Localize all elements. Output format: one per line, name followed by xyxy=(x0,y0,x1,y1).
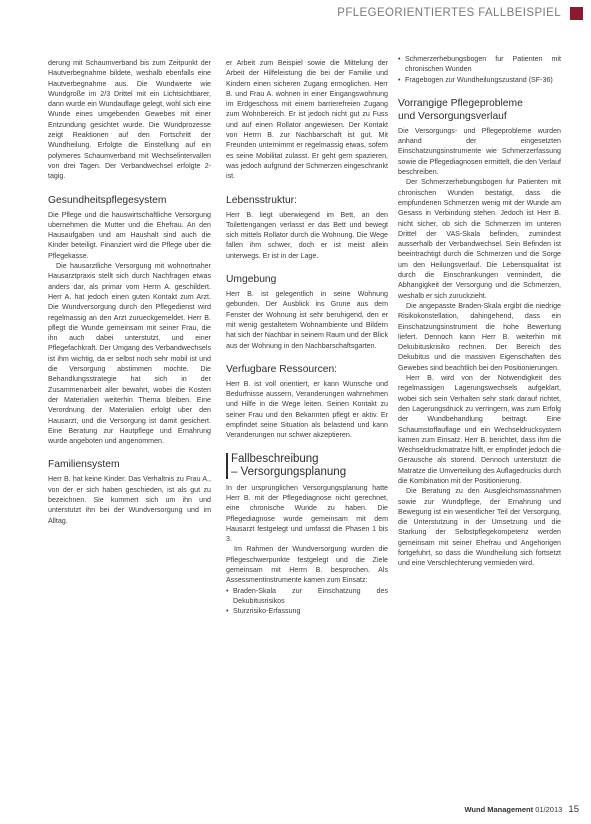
section-heading: Verfugbare Ressourcen: xyxy=(226,363,338,375)
paragraph: Herr B. liegt uberwiegend im Bett, an den Toilettengangen verlasst er das Bett und bewegt sich mittels Rollator durch die Wohnung. Die Wege fallen ihm schwer, doch er ist meist allein unterwegs. Er ist in der Lage. xyxy=(226,210,388,260)
paragraph: Der Schmerzerhebungsbogen fur Patienten mit chronischen Wunden bestatigt, dass die empfundenen Schmerzen wenig mit der Wunde am Gesass in Verbindung stehen. Jedoch ist Herr B. nicht sicher, ob sich die Schmerzen im unteren Drittel der VAS-Skala befinden, zumindest ausserhalb der Verbandwechsel. Sein Befinden ist beeintrachtigt durch die Schmerzen und die Sorge um den Heilungsverlauf. Die Lebensqualitat ist durch die Einschrankungen vermindert, die Abhangigkeit der Versorgung und die Schmerzen, weshalb er sich zuruckzieht. xyxy=(398,178,561,300)
section-color-mark xyxy=(570,7,583,20)
column-2 xyxy=(226,58,388,800)
column-3 xyxy=(398,54,561,796)
major-heading-line-1: Fallbeschreibung xyxy=(231,452,319,465)
section-heading-line-2: und Versorgungsverlauf xyxy=(398,110,507,122)
section-ressourcen xyxy=(226,363,388,441)
section-umgebung xyxy=(226,273,388,351)
section-familiensystem xyxy=(48,458,211,525)
list-item: • Sturzrisiko-Erfassung xyxy=(226,606,388,616)
paragraph: In der ursprunglichen Versorgungsplanung hatte Herr B. mit der Pflegediagnose nicht gerechnet, eine chronische Wunde zu haben. Die Pflegediagnose wurde gemeinsam mit dem Hausarzt festgelegt und umfasst die Phasen 1 bis 3. xyxy=(226,483,388,544)
paragraph: Die Beratung zu den Ausgleichsmassnahmen sowie zur Wundpflege, der Ernahrung und Bewegung ist ein wesentlicher Teil der Versorgung, die Unterstutzung in der Umsetzung und die Starkung der Selbstpflegekompetenz werden gemeinsam mit seiner Ehefrau und Angehorigen fortgefuhrt, so dass die Wundheilung sich fortsetzt und eine Verschlechterung vermieden wird. xyxy=(398,487,561,568)
major-heading xyxy=(226,453,388,479)
section-heading: Gesundheitspflegesystem xyxy=(48,194,167,206)
bullet-list xyxy=(398,54,561,85)
list-item: • Fragebogen zur Wundheilungszustand (SF-36) xyxy=(398,75,561,85)
paragraph: Die hausarztliche Versorgung mit wohnortnaher Hausarztpraxis stellt sich durch Nachfragen etwas anders dar, als primar vom Herrn A. geschildert. Herr A. hat jedoch einen guten Kontakt zum Arzt. Die Wundversorgung durch den Pflegedienst wird regelmassig an den Arzt zurueckgemeldet. Herr B. pflegt die Wunde gemeinsam mit seiner Frau, die ihn auch dabei unterstutzt, und einer Pflegefachkraft. Der Umgang des Verbandwechsels ist ihm wichtig, da er selbst noch sehr mobil ist und die Versorgung abstimmen mochte. Die Behandlungsstrategie hat sich in der Zusammenarbeit aller bewahrt, wobei die Kosten der Materialien weiterhin Thema bleiben. Eine Verordnung der Materialien erfolgt uber den Hausarzt, und die Versorgung ist damit gesichert. Eine Beratung zur Hautpflege und Ernahrung wurde angeboten und angenommen. xyxy=(48,262,211,446)
page-footer xyxy=(464,804,579,815)
major-heading-line-2: – Versorgungsplanung xyxy=(231,465,347,478)
section-lebensstruktur xyxy=(226,194,388,261)
section-heading: Lebensstruktur: xyxy=(226,194,297,206)
paragraph: derung mit Schaumverband bis zum Zeitpunkt der Hautverbegnahme bildete, weshalb ebenfalls eine Hautverbegnahme aus. Die Wundwerte wie Wundgroße im 2/3 Drittel mit ein Lichtsichtbarer, dann wurde ein Wundauflage gelegt, wohl sich eine Wunde eines umgebenden Gewebes mit einer Entzundung gesichtet wurde. Die Wundprozesse zeigt Reaktionen auf den Fortschritt der Wundheilung. Erfolgte die Einstellung auf ein polymeres Schaumverband mit Wechselintervallen von drei Tagen. Der Verbandwechsel erfolgte 2-tagig. xyxy=(48,59,211,181)
journal-issue: 01/2013 xyxy=(535,805,563,814)
section-heading: Umgebung xyxy=(226,274,277,286)
section-heading xyxy=(398,97,561,123)
list-item: • Schmerzerhebungsbogen fur Patienten mit chronischen Wunden xyxy=(398,54,561,75)
paragraph: Herr B. wird von der Notwendigkeit des regelmassigen Lagerungswechsels aufgeklart, wobei sich sein Verhalten sehr stark darauf richtet, den Lagerungsdruck zu verringern, was zum Erfolg der Wundbehandlung beitragt. Eine Schaumstoffauflage und ein Wechseldrucksystem kamen zum Einsatz. Herr B. berichtet, dass ihm die Wechseldruckmatratze hilft, er empfindet jedoch die Gerausche als storend. Dennoch unterstutzt die Matratze die Umverteilung des Auflagedrucks durch die Kombination mit der Positionierung. xyxy=(398,374,561,485)
journal-name: Wund Management xyxy=(464,805,534,814)
list-item: • Braden-Skala zur Einschatzung des Dekubitusrisikos xyxy=(226,586,388,607)
page-number: 15 xyxy=(568,804,579,815)
paragraph: Herr B. ist voll orientiert, er kann Wunsche und Bedurfnisse aussern, Veranderungen wahrnehmen und Hilfe in die Wege leiten. Seinen Kontakt zu seiner Frau und den Bekannten pflegt er aktiv. Er empfindet seine Situation als belastend und kann Veranderungen nur schwer akzeptieren. xyxy=(226,379,388,440)
paragraph: Die Versorgungs- und Pflegeprobleme wurden anhand der eingesetzten Einschatzungsinstrumente wie Schmerzerfassung sowie die Pflegediagnosen ermittelt, die den Verlauf beschreiben. xyxy=(398,126,561,177)
section-heading-line-1: Vorrangige Pflegeprobleme xyxy=(398,97,523,109)
paragraph: er Arbeit zum Beispiel sowie die Mittelung der Arbeit der Hilfeleistung die bei der Familie und Kindern einen sicheren Zugang ermoglichen. Herr B. und Frau A. wohnen in einer Eingangswohnung im Erdgeschoss mit einem barrierefreien Zugang zum Wohnbereich. Er ist jedoch nicht gut zu Fuss und auf einen Rollator angewiesen. Der Kontakt von Herrn B. zur Nachbarschaft ist gut. Mit Freunden unternimmt er regelmassig etwas, sofern es seine Mobilitat zulasst. Er geht gern spazieren, was jedoch aufgrund der Schmerzen eingeschrankt ist. xyxy=(226,59,388,181)
section-vorrangige-pflegeprobleme xyxy=(398,97,561,569)
bullet-list xyxy=(226,586,388,617)
section-heading: Familiensystem xyxy=(48,459,120,471)
paragraph: Herr B. hat keine Kinder. Das Verhaltnis zu Frau A., von der er sich haben geschieden, ist als gut zu bezeichnen. Sie kummert sich um ihn und unterstutzt ihn bei der Wundversorgung und im Alltag. xyxy=(48,475,211,525)
column-1 xyxy=(48,58,211,800)
paragraph: Im Rahmen der Wundversorgung wurden die Pflegeschwerpunkte festgelegt und die Ziele gemeinsam mit Herrn B. besprochen. Als Assessmentinstrumente kamen zum Einsatz: xyxy=(226,545,388,585)
paragraph: Die angepasste Braden-Skala ergibt die niedrige Risikokonstellation, dahingehend, dass ein Einschatzungsinstrument die hohe Bewertung liefert. Dennoch kann Herr B. weiterhin mit Dekubituskrisiko rechnen. Der Bereich des Dekubitus und die massiven Eigenschaften des Gewebes sind beachtlich bei den Positionierungen. xyxy=(398,301,561,372)
paragraph: Herr B. ist gelegentlich in seine Wohnung gebunden. Der Ausblick ins Grune aus dem Fenster der Wohnung ist sehr beruhigend, den er mit wenig gestaltetem Wohnambiente und Bildern hat sich der Nachbar in seinem Raum und der Blick aus der Wohnung in den Nachbarschaftsgarten. xyxy=(226,290,388,350)
section-gesundheitspflegesystem xyxy=(48,194,211,447)
section-fallbeschreibung xyxy=(226,453,388,617)
running-head: PFLEGEORIENTIERTES FALLBEISPIEL xyxy=(337,7,561,19)
paragraph: Die Pflege und die hauswirtschaftliche Versorgung ubernehmen die Mutter und die Ehefrau. An den Hausaufgaben und am Haushalt sind auch die Kinder beteiligt. Finanziert wird die Pflege uber die Pflegekasse. xyxy=(48,210,211,260)
